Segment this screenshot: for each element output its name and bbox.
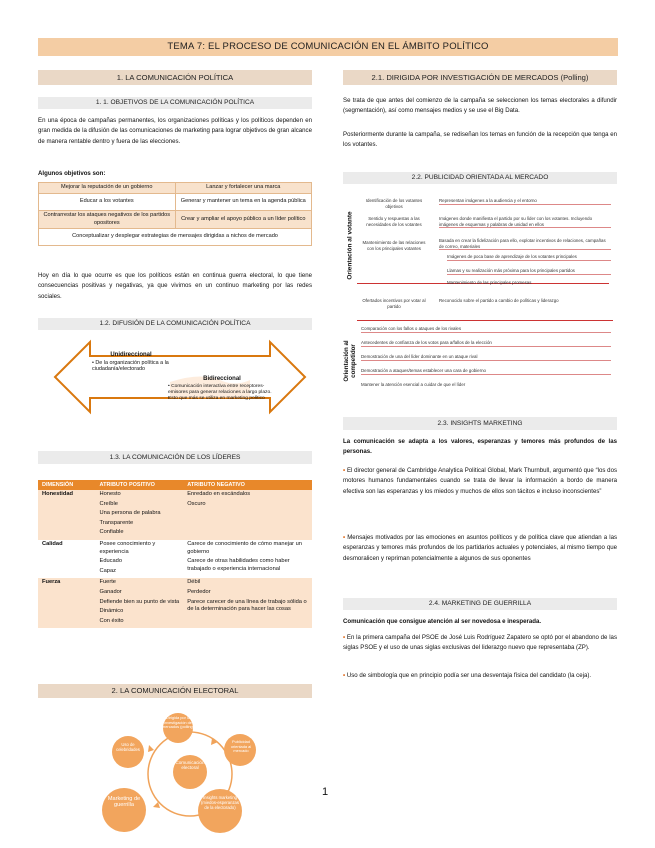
pub-right-item: Reconocido sobre el partido a cambio de políticas y liderazgo bbox=[439, 298, 559, 303]
voter-section-divider bbox=[357, 320, 613, 321]
page-title-banner: TEMA 7: EL PROCESO DE COMUNICACIÓN EN EL ÁMBITO POLÍTICO bbox=[38, 38, 618, 56]
polling-paragraph-1: Se trata de que antes del comienzo de la campaña se seleccionen los temas electorales a difundir (segmentación), así como mensajes medios y se use el Big Data. bbox=[343, 97, 617, 115]
positive-cell: Fuerte Ganador Defiende bien su punto de vista Dinámico Con éxito bbox=[96, 578, 184, 628]
unidirectional-title: Unidireccional bbox=[110, 352, 152, 358]
objective-cell: Contrarrestar los ataques negativos de los partidos opositores bbox=[39, 211, 176, 229]
electoral-war-paragraph: Hoy en día lo que ocurre es que los políticos están en continua guerra electoral, lo que tiene consecuencias positivas y negativas, ya que vivimos en un continuo marketing por las redes sociales. bbox=[38, 272, 312, 300]
pub-competitor-item: Demostración a ataques/temas establecer una cara de gobierno bbox=[361, 368, 611, 375]
voter-orientation-label: Orientación al votante bbox=[346, 211, 354, 280]
insights-paragraph: La comunicación se adapta a los valores, esperanzas y temores más profundos de las personas. bbox=[343, 438, 617, 456]
cycle-label-insights: Insights marketing (miedos-esperanzas de la electorado) bbox=[201, 795, 239, 810]
negative-cell: Carece de conocimiento de cómo manejar un gobierno Carece de otras habilidades como haber trabajado o experiencia internacional bbox=[183, 540, 312, 578]
negative-cell: Enredado en escándalos Oscuro bbox=[183, 490, 312, 540]
insights-bullet-1: • El director general de Cambridge Analytica Political Global, Mark Thurnbull, argumentó que “los dos motores humanos fundamentales cuando se trata de llevar la información a bordo de manera efectiva son las esperanzas y los miedos y muchos de ellos son tácitos e incluso inconscientes” bbox=[343, 467, 618, 495]
pub-competitor-item: Demostración de una del líder dominante en un ataque rival bbox=[361, 354, 611, 361]
pub-left-item: Mantenimiento de las relaciones con los principales votantes bbox=[362, 240, 426, 251]
pub-left-item: Ofertados incentivos por votar al partido bbox=[362, 298, 426, 309]
unidirectional-text: • De la organización política a la ciudadanía/electorado bbox=[92, 360, 169, 373]
bidirectional-box bbox=[168, 376, 276, 402]
section-2-header: 2. LA COMUNICACIÓN ELECTORAL bbox=[38, 684, 312, 698]
dimension-cell: Calidad bbox=[38, 540, 96, 578]
pub-right-item: Basada en crear la fidelización para ello, explotar incentivos de relaciones, campañas de correo, materiales bbox=[439, 238, 611, 250]
cycle-label-publicidad: Publicidad orientada al mercado bbox=[230, 739, 252, 754]
dimension-cell: Fuerza bbox=[38, 578, 96, 628]
leaders-header-positive: ATRIBUTO POSITIVO bbox=[96, 480, 184, 490]
page-number: 1 bbox=[322, 786, 329, 798]
bidirectional-text: • Comunicación interactiva entre receptores-emisores para generar relaciones a largo plazo. Esto que más se utiliza en marketing político bbox=[168, 384, 272, 401]
section-1-3-header: 1.3. LA COMUNICACIÓN DE LOS LÍDERES bbox=[38, 451, 312, 464]
positive-cell: Posee conocimiento y experiencia Educado Capaz bbox=[96, 540, 184, 578]
objectives-label: Algunos objetivos son: bbox=[38, 170, 106, 177]
section-2-1-header: 2.1. DIRIGIDA POR INVESTIGACIÓN DE MERCADOS (Polling) bbox=[343, 70, 617, 85]
table-row bbox=[38, 540, 312, 578]
objective-cell: Lanzar y fortalecer una marca bbox=[175, 183, 312, 194]
pub-right-item: Imágenes de poca base de aprendizaje de los votantes principales bbox=[447, 254, 611, 261]
pub-competitor-item: Comparación con los fallos o ataques de los rivales bbox=[361, 326, 611, 333]
section-1-2-header: 1.2. DIFUSIÓN DE LA COMUNICACIÓN POLÍTICA bbox=[38, 318, 312, 330]
pub-right-item: Representan imágenes a la audiencia y el entorno bbox=[439, 198, 611, 205]
cycle-label-celebridades: Uso de celebridades bbox=[116, 742, 140, 752]
section-2-3-header: 2.3. INSIGHTS MARKETING bbox=[343, 417, 617, 430]
cycle-center-label: Comunicación electoral bbox=[175, 760, 205, 771]
objective-cell: Crear y ampliar el apoyo público a un líder político bbox=[175, 211, 312, 229]
section-2-2-header: 2.2. PUBLICIDAD ORIENTADA AL MERCADO bbox=[343, 172, 617, 184]
cycle-label-guerrilla: Marketing de guerrilla bbox=[107, 796, 141, 809]
insights-bullet-2: • Mensajes motivados por las emociones en asuntos políticos y de política clave que atiendan a las esperanzas y temores más profundos de los partidarios actuales y potenciales, al mismo tiempo que desmoralicen y repriman potencialmente a algunos de sus oponentes bbox=[343, 534, 617, 562]
table-row bbox=[38, 490, 312, 540]
guerrilla-bullet-2: • Uso de simbología que en principio podía ser una desventaja física del candidato (la ceja). bbox=[343, 672, 592, 679]
objective-cell-wide: Conceptualizar y desplegar estrategias de mensajes dirigidas a nichos de mercado bbox=[39, 229, 312, 246]
leaders-header-negative: ATRIBUTO NEGATIVO bbox=[183, 480, 312, 490]
positive-cell: Honesto Creíble Una persona de palabra Transparente Confiable bbox=[96, 490, 184, 540]
pub-right-item: Llamas y su realización más próxima para los principales partidos bbox=[447, 268, 611, 275]
objective-cell: Generar y mantener un tema en la agenda pública bbox=[175, 194, 312, 211]
pub-competitor-item: Antecedentes de confianza de los votos para a/fallos de la elección bbox=[361, 340, 611, 347]
unidirectional-box bbox=[92, 352, 170, 373]
guerrilla-paragraph: Comunicación que consigue atención al ser novedosa e inesperada. bbox=[343, 618, 542, 625]
cycle-label-polling: Dirigida por la investigación de mercados (polling) bbox=[162, 715, 195, 730]
table-row bbox=[38, 578, 312, 628]
cycle-node bbox=[102, 788, 146, 832]
pub-right-item: Mantenimiento de las principales promesas bbox=[447, 280, 532, 285]
negative-cell: Débil Perdedor Parece carecer de una línea de trabajo sólida o de la determinación para hacer las cosas bbox=[183, 578, 312, 628]
section-2-4-header: 2.4. MARKETING DE GUERRILLA bbox=[343, 598, 617, 610]
objectives-paragraph: En una época de campañas permanentes, los organizaciones políticas y los políticos dependen en gran medida de la difusión de las comunicaciones de marketing para lograr objetivos de gran alcance de manera rentable dentro y fuera de las elecciones. bbox=[38, 117, 312, 145]
electoral-cycle-diagram bbox=[90, 712, 290, 838]
pub-left-item: Sentido y respuestas a las necesidades de los votantes bbox=[366, 216, 422, 227]
cycle-node bbox=[112, 736, 144, 768]
leaders-table bbox=[38, 480, 312, 628]
section-1-header: 1. LA COMUNICACIÓN POLÍTICA bbox=[38, 70, 312, 85]
objective-cell: Educar a los votantes bbox=[39, 194, 176, 211]
competitor-orientation-label: Orientación al competidor bbox=[343, 340, 357, 382]
bidirectional-title: Bidireccional bbox=[203, 376, 241, 382]
publicidad-diagram bbox=[343, 190, 617, 400]
leaders-header-dimension: DIMENSIÓN bbox=[38, 480, 96, 490]
objectives-table bbox=[38, 182, 312, 246]
pub-right-item: Imágenes donde manifiesta el partido por su líder con los votantes. Incluyendo imágenes de esquemas y palabras de unidad en ellos bbox=[439, 216, 611, 228]
objective-cell: Mejorar la reputación de un gobierno bbox=[39, 183, 176, 194]
polling-paragraph-2: Posteriormente durante la campaña, se rediseñan los temas en función de la recepción que tenga en los votantes. bbox=[343, 131, 617, 149]
pub-left-item: Identificación de los votantes objetivos bbox=[365, 198, 423, 209]
cycle-arrow bbox=[148, 745, 154, 752]
pub-competitor-item: Mantener la atención esencial a cuidar de que el líder bbox=[361, 382, 466, 387]
guerrilla-bullet-1: • En la primera campaña del PSOE de José Luis Rodríguez Zapatero se optó por el abandono de las siglas PSOE y el uso de unas siglas exclusivas del liderazgo nuevo que representaba (ZP). bbox=[343, 634, 617, 652]
dimension-cell: Honestidad bbox=[38, 490, 96, 540]
section-1-1-header: 1. 1. OBJETIVOS DE LA COMUNICACIÓN POLÍTICA bbox=[38, 97, 312, 109]
